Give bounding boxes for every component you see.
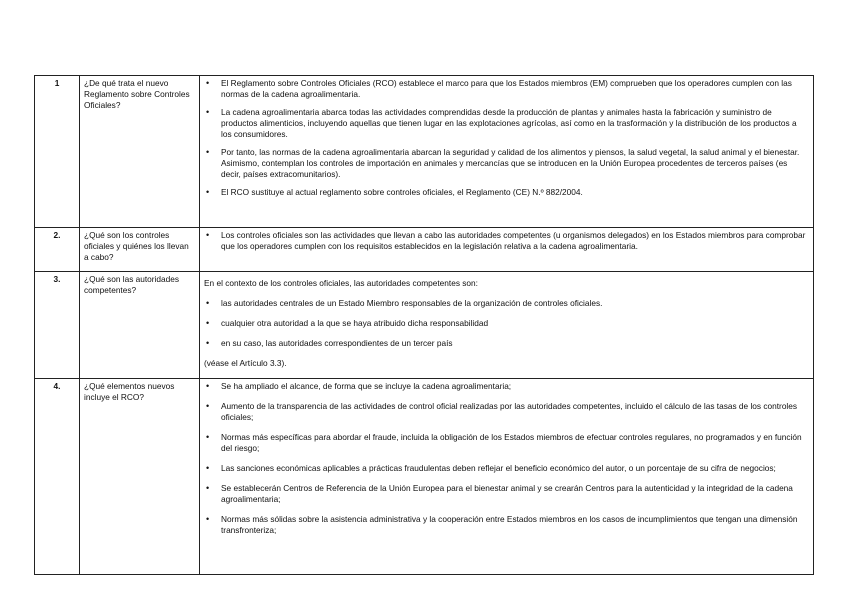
list-item: • las autoridades centrales de un Estado Miembro responsables de la organización de controles oficiales. [204,298,809,309]
bullet-list [204,230,809,252]
list-item: • Normas más específicas para abordar el fraude, incluida la obligación de los Estados miembros de efectuar controles regulares, no programados y en función del riesgo; [204,432,809,454]
row-number: 2. [35,228,80,272]
list-item: • Normas más sólidas sobre la asistencia administrativa y la cooperación entre Estados miembros en los casos de incumplimientos que tengan una dimensión transfronteriza; [204,514,809,536]
answer-cell [200,379,814,575]
row-number: 4. [35,379,80,575]
row-number: 1 [35,76,80,228]
list-item: • Las sanciones económicas aplicables a prácticas fraudulentas deben reflejar el beneficio económico del autor, o un porcentaje de su cifra de negocios; [204,463,809,474]
answer-cell [200,76,814,228]
table-row [35,379,814,575]
table-row [35,228,814,272]
list-item: • Por tanto, las normas de la cadena agroalimentaria abarcan la seguridad y calidad de los alimentos y piensos, la salud vegetal, la salud animal y el bienestar. Asimismo, contemplan los controles de importación en animales y mercancías que se introducen en la Unión Europea procedentes de terceros países (es decir, países extracomunitarios). [204,147,809,180]
answer-cell [200,228,814,272]
table-row [35,76,814,228]
list-item: • La cadena agroalimentaria abarca todas las actividades comprendidas desde la producción de plantas y animales hasta la fabricación y suministro de productos alimenticios, incluyendo aquellas que tienen lugar en las explotaciones agrícolas, así como en la trasformación y la distribución de los productos a los consumidores. [204,107,809,140]
list-item: • cualquier otra autoridad a la que se haya atribuido dicha responsabilidad [204,318,809,329]
question-cell: ¿Qué son las autoridades competentes? [80,272,200,379]
answer-note: (véase el Artículo 3.3). [204,358,287,368]
list-item: • Se ha ampliado el alcance, de forma que se incluye la cadena agroalimentaria; [204,381,809,392]
row-number: 3. [35,272,80,379]
list-item: • El Reglamento sobre Controles Oficiales (RCO) establece el marco para que los Estados miembros (EM) comprueben que los operadores cumplen con las normas de la cadena agroalimentaria. [204,78,809,100]
bullet-list [204,381,809,536]
faq-table [34,75,814,575]
question-cell: ¿Qué son los controles oficiales y quiénes los llevan a cabo? [80,228,200,272]
list-item: • Los controles oficiales son las actividades que llevan a cabo las autoridades competentes (u organismos delegados) en los Estados miembros para comprobar que los operadores cumplen con los requisitos establecidos en la legislación relativa a la cadena agroalimentaria. [204,230,809,252]
question-cell: ¿Qué elementos nuevos incluye el RCO? [80,379,200,575]
list-item: • Aumento de la transparencia de las actividades de control oficial realizadas por las autoridades competentes, incluido el cálculo de las tasas de los controles oficiales; [204,401,809,423]
answer-intro: En el contexto de los controles oficiales, las autoridades competentes son: [204,278,478,288]
answer-cell [200,272,814,379]
bullet-list [204,298,809,349]
bullet-list [204,78,809,198]
list-item: • El RCO sustituye al actual reglamento sobre controles oficiales, el Reglamento (CE) N.º 882/2004. [204,187,809,198]
list-item: • en su caso, las autoridades correspondientes de un tercer país [204,338,809,349]
question-cell: ¿De qué trata el nuevo Reglamento sobre Controles Oficiales? [80,76,200,228]
list-item: • Se establecerán Centros de Referencia de la Unión Europea para el bienestar animal y se crearán Centros para la autenticidad y la integridad de la cadena agroalimentaria; [204,483,809,505]
table-row [35,272,814,379]
